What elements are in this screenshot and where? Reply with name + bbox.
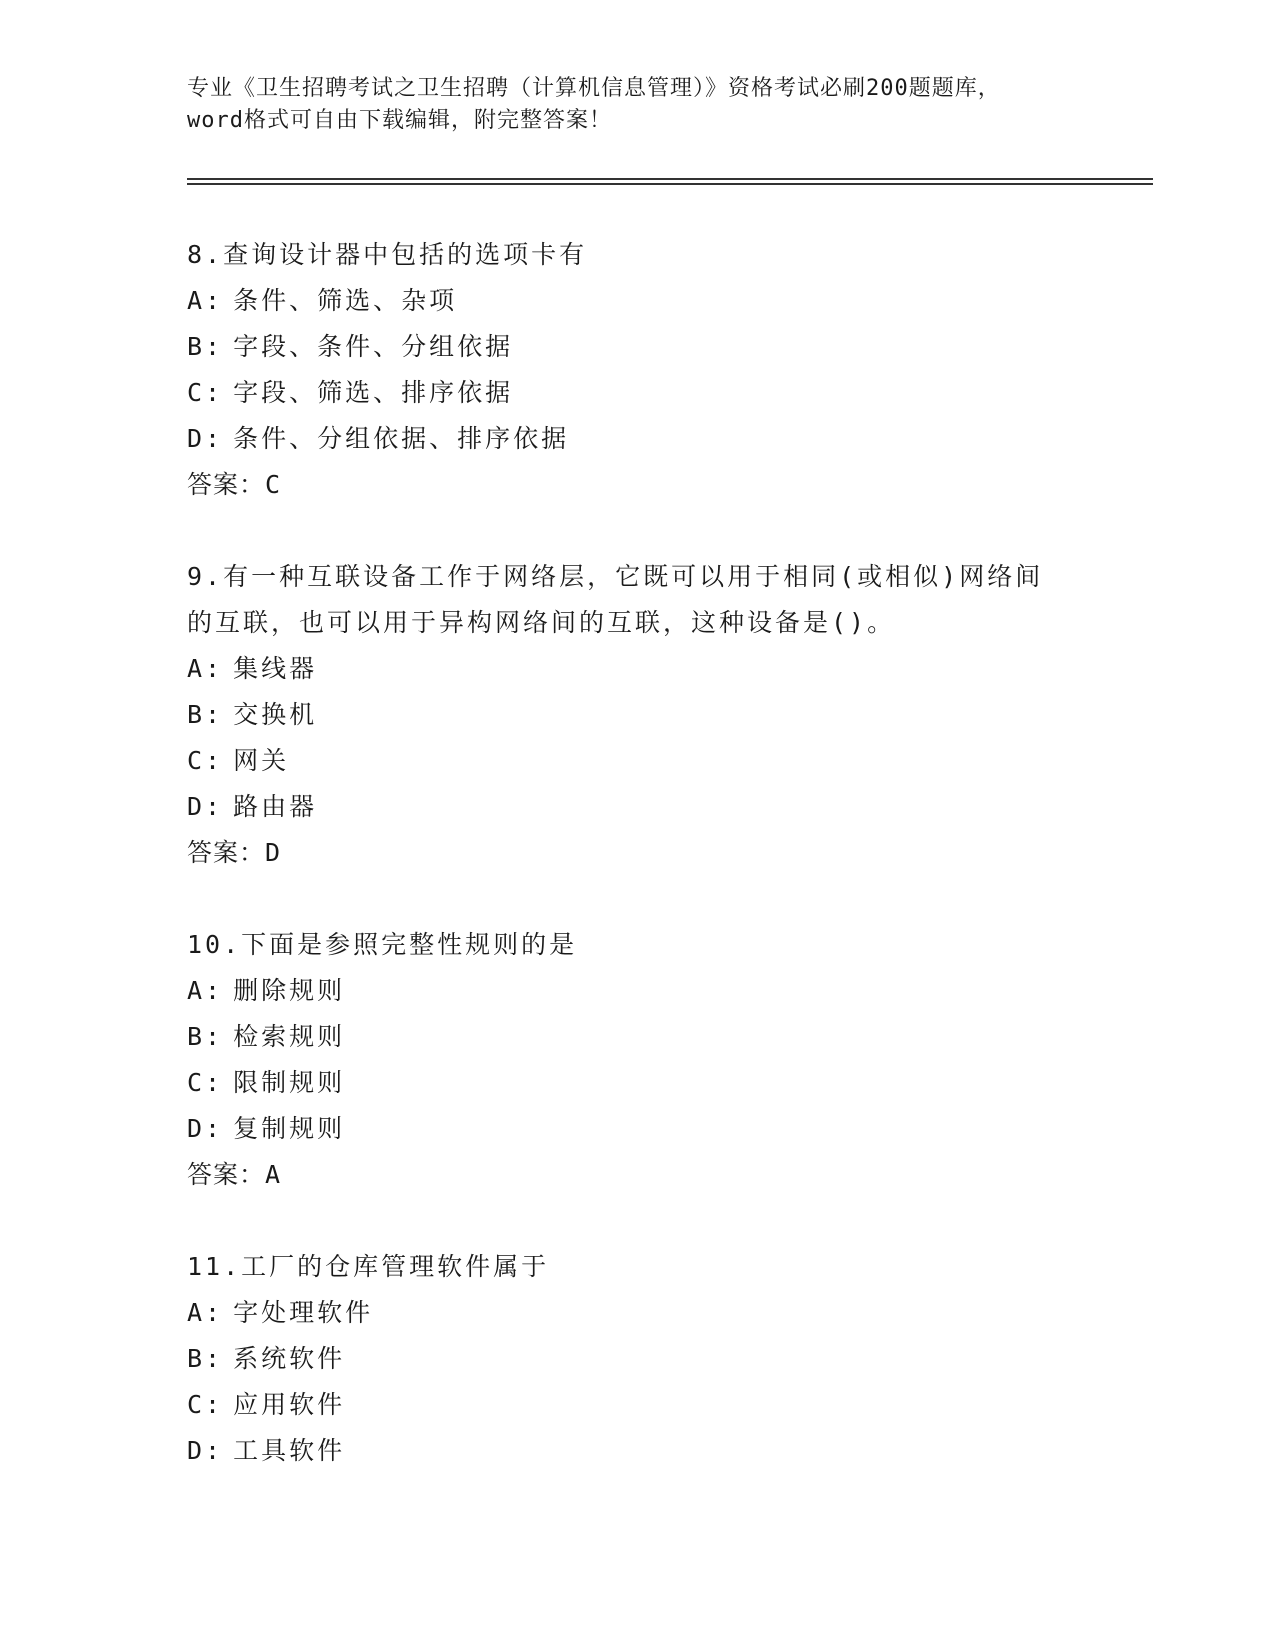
- option-key: B:: [187, 1344, 224, 1373]
- option-key: C:: [187, 746, 224, 775]
- option-key: D:: [187, 1436, 224, 1465]
- option-key: A:: [187, 286, 224, 315]
- question-block: [187, 1244, 1147, 1474]
- question-block: [187, 922, 1147, 1198]
- option-item: [187, 1336, 1147, 1382]
- option-text: 字处理软件: [233, 1298, 374, 1327]
- option-item: [187, 416, 1147, 462]
- option-item: [187, 1106, 1147, 1152]
- question-text: 10.下面是参照完整性规则的是: [187, 930, 578, 959]
- option-key: B:: [187, 700, 224, 729]
- option-key: B:: [187, 332, 224, 361]
- option-key: A:: [187, 1298, 224, 1327]
- option-text: 删除规则: [233, 976, 346, 1005]
- option-text: 检索规则: [233, 1022, 346, 1051]
- question-text: 8.查询设计器中包括的选项卡有: [187, 240, 588, 269]
- option-key: A:: [187, 654, 224, 683]
- question-block: [187, 554, 1147, 876]
- option-item: [187, 738, 1147, 784]
- option-text: 集线器: [233, 654, 318, 683]
- option-item: [187, 1382, 1147, 1428]
- option-item: [187, 1428, 1147, 1474]
- header-divider-top: [187, 178, 1153, 180]
- option-text: 路由器: [233, 792, 318, 821]
- option-text: 条件、筛选、杂项: [233, 286, 458, 315]
- answer-text: 答案：A: [187, 1160, 282, 1189]
- answer-text: 答案：D: [187, 838, 282, 867]
- option-item: [187, 1290, 1147, 1336]
- option-text: 条件、分组依据、排序依据: [233, 424, 570, 453]
- question-text: 9.有一种互联设备工作于网络层，它既可以用于相同(或相似)网络间: [187, 562, 1044, 591]
- option-item: [187, 1014, 1147, 1060]
- option-key: B:: [187, 1022, 224, 1051]
- option-item: [187, 370, 1147, 416]
- option-item: [187, 278, 1147, 324]
- answer-text: 答案：C: [187, 470, 282, 499]
- option-item: [187, 692, 1147, 738]
- option-text: 应用软件: [233, 1390, 346, 1419]
- option-item: [187, 784, 1147, 830]
- option-text: 字段、筛选、排序依据: [233, 378, 514, 407]
- option-key: C:: [187, 378, 224, 407]
- option-item: [187, 968, 1147, 1014]
- question-block: [187, 232, 1147, 508]
- option-key: C:: [187, 1390, 224, 1419]
- option-text: 复制规则: [233, 1114, 346, 1143]
- header-line-1: 专业《卫生招聘考试之卫生招聘（计算机信息管理）》资格考试必刷200题题库，: [187, 76, 1001, 101]
- option-item: [187, 1060, 1147, 1106]
- option-key: D:: [187, 792, 224, 821]
- question-list: [187, 232, 1147, 1520]
- header-line-2: word格式可自由下载编辑，附完整答案！: [187, 108, 612, 133]
- option-key: C:: [187, 1068, 224, 1097]
- option-item: [187, 646, 1147, 692]
- option-item: [187, 324, 1147, 370]
- question-text: 11.工厂的仓库管理软件属于: [187, 1252, 550, 1281]
- option-key: A:: [187, 976, 224, 1005]
- option-key: D:: [187, 424, 224, 453]
- option-text: 网关: [233, 746, 290, 775]
- document-header: [187, 73, 1087, 137]
- option-text: 限制规则: [233, 1068, 346, 1097]
- option-text: 交换机: [233, 700, 318, 729]
- option-text: 系统软件: [233, 1344, 346, 1373]
- option-text: 工具软件: [233, 1436, 346, 1465]
- header-divider-bottom: [187, 183, 1153, 185]
- question-text: 的互联，也可以用于异构网络间的互联，这种设备是()。: [187, 608, 896, 637]
- option-key: D:: [187, 1114, 224, 1143]
- option-text: 字段、条件、分组依据: [233, 332, 514, 361]
